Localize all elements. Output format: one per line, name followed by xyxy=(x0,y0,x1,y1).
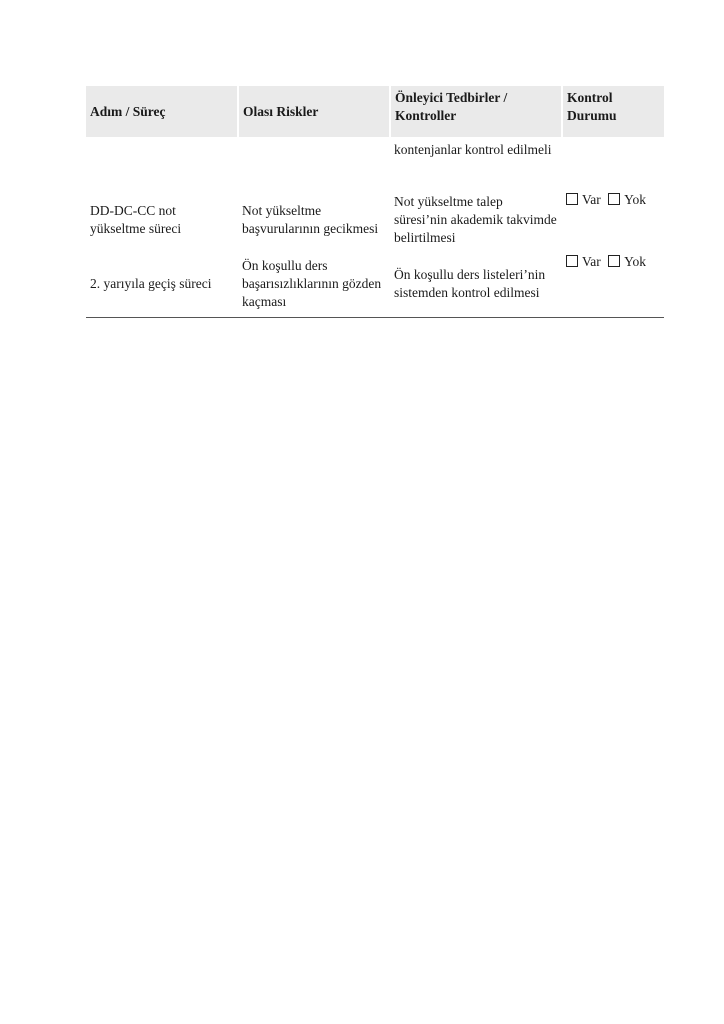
cell-measures: Ön koşullu ders listeleri’nin sistemden kontrol edilmesi xyxy=(390,251,562,318)
cell-risk-empty xyxy=(238,137,390,189)
header-step: Adım / Süreç xyxy=(86,86,238,137)
header-measures: Önleyici Tedbirler / Kontroller xyxy=(390,86,562,137)
cell-status xyxy=(562,251,664,318)
table-row xyxy=(86,189,664,251)
cell-step: DD-DC-CC not yükseltme süreci xyxy=(90,203,182,236)
cell-risk: Not yükseltme başvurularının gecikmesi xyxy=(242,203,379,236)
status-checkboxes xyxy=(566,192,646,207)
table-header-row xyxy=(86,86,664,137)
cell-risk: Ön koşullu ders başarısızlıklarının gözden kaçması xyxy=(238,251,390,318)
header-status: Kontrol Durumu xyxy=(562,86,664,137)
table-row xyxy=(86,251,664,318)
var-checkbox[interactable] xyxy=(566,193,578,205)
var-option-label: Var xyxy=(582,254,601,269)
yok-checkbox[interactable] xyxy=(608,255,620,267)
risk-control-table xyxy=(86,86,664,318)
table-row-continuation xyxy=(86,137,664,189)
var-option-label: Var xyxy=(582,192,601,207)
cell-measures: Not yükseltme talep süresi’nin akademik takvimde belirtilmesi xyxy=(394,194,557,245)
cell-step-empty xyxy=(86,137,238,189)
cell-measures: kontenjanlar kontrol edilmeli xyxy=(394,142,552,157)
cell-step: 2. yarıyıla geçiş süreci xyxy=(86,251,238,318)
header-risks: Olası Riskler xyxy=(238,86,390,137)
yok-checkbox[interactable] xyxy=(608,193,620,205)
yok-option-label: Yok xyxy=(624,192,647,207)
cell-status xyxy=(562,189,664,251)
cell-status-empty xyxy=(562,137,664,189)
status-checkboxes xyxy=(566,254,646,269)
yok-option-label: Yok xyxy=(624,254,647,269)
var-checkbox[interactable] xyxy=(566,255,578,267)
